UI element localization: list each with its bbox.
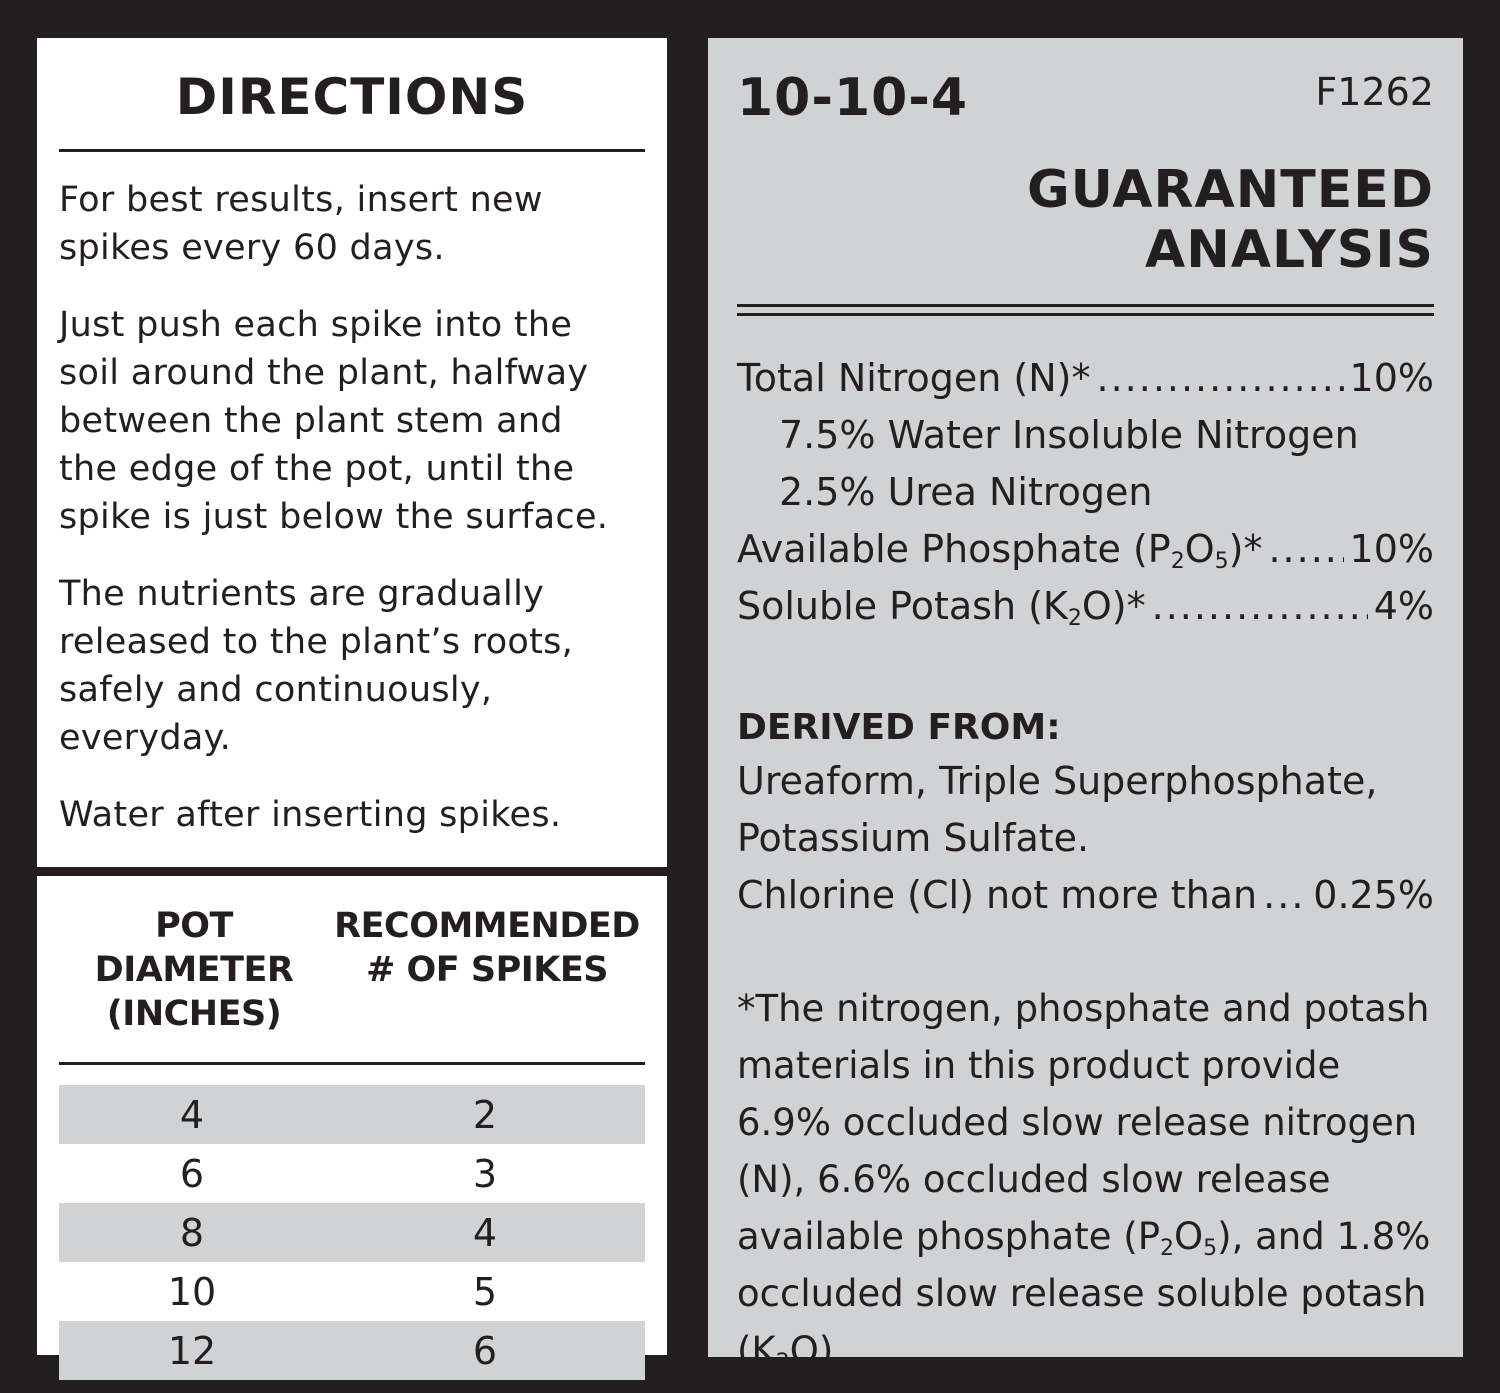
analysis-title: GUARANTEED ANALYSIS [1026,160,1434,280]
total-nitrogen-value: 10% [1349,356,1434,400]
product-code: F1262 [1315,70,1434,114]
chlorine-value: 0.25% [1313,873,1434,917]
spike-count-cell: 5 [472,1269,498,1314]
chlorine-line [737,867,1434,924]
recommended-spikes-header: RECOMMENDED # OF SPIKES [334,906,640,990]
table-body [59,1085,645,1380]
urea-nitrogen-text: 2.5% Urea Nitrogen [779,470,1153,514]
footnote: *The nitrogen, phosphate and potash materials in this product provide 6.9% occluded slow release nitrogen (N), 6.6% occluded slow release available phosphate $(P_2O_5)$, and 1.8% occluded slow release soluble potash $(K_2O)$. [737,987,1431,1375]
dot-leader [1152,578,1368,635]
pot-diameter-header: POT DIAMETER (INCHES) [94,906,294,1034]
total-nitrogen-line [737,350,1434,407]
directions-paragraph-1: For best results, insert new spikes every 60 days. [59,180,543,268]
potash-line [737,578,1434,635]
directions-paragraph-4: Water after inserting spikes. [59,795,562,835]
spike-table-panel [37,876,667,1373]
spike-count-cell: 2 [472,1092,498,1137]
directions-paragraph-2: Just push each spike into the soil around the plant, halfway between the plant stem and the edge of the pot, until the spike is just below the surface. [59,305,609,537]
spike-count-cell: 3 [472,1151,498,1196]
dot-leader [1263,867,1307,924]
directions-divider [59,149,645,152]
directions-panel [37,38,667,867]
water-insoluble-nitrogen-line [737,407,1434,464]
pot-diameter-cell: 12 [167,1328,217,1373]
table-row [59,1203,645,1262]
table-header-row [59,904,645,1036]
npk-ratio: 10-10-4 [737,68,969,128]
phosphate-value: 10% [1349,527,1434,571]
potash-value: 4% [1373,584,1434,628]
table-row [59,1321,645,1380]
table-row [59,1262,645,1321]
water-insoluble-nitrogen-text: 7.5% Water Insoluble Nitrogen [779,413,1359,457]
phosphate-label: Available Phosphate $(P_2O_5)*$ [737,527,1263,574]
spike-count-cell: 4 [472,1210,498,1255]
table-row [59,1144,645,1203]
spike-count-cell: 6 [472,1328,498,1373]
pot-diameter-cell: 6 [179,1151,205,1196]
analysis-header [737,68,1434,128]
directions-title: DIRECTIONS [175,68,529,126]
pot-diameter-cell: 10 [167,1269,217,1314]
total-nitrogen-label: Total Nitrogen (N)* [737,356,1091,400]
phosphate-line [737,521,1434,578]
directions-paragraph-3: The nutrients are gradually released to the plant’s roots, safely and continuously, everyday. [59,574,574,758]
derived-from-title: DERIVED FROM: [737,707,1061,748]
urea-nitrogen-line [737,464,1434,521]
table-row [59,1085,645,1144]
table-divider [59,1062,645,1065]
analysis-lines [737,350,1434,635]
guaranteed-analysis-panel [708,38,1463,1375]
derived-from-text: Ureaform, Triple Superphosphate, Potassium Sulfate. [737,759,1378,860]
analysis-double-divider [737,304,1434,316]
dot-leader [1268,521,1343,578]
pot-diameter-cell: 8 [179,1210,205,1255]
pot-diameter-cell: 4 [179,1092,205,1137]
dot-leader [1097,350,1344,407]
chlorine-label: Chlorine (Cl) not more than [737,873,1258,917]
potash-label: Soluble Potash $(K_2O)*$ [737,584,1146,631]
